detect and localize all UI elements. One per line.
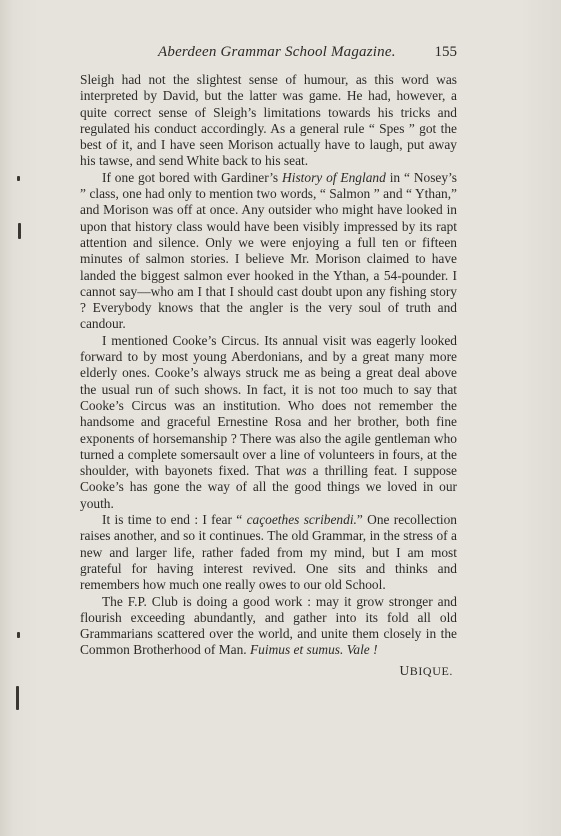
paragraph-list [80, 72, 457, 659]
margin-mark [18, 223, 21, 239]
italic-text: Fuimus et sumus. Vale ! [249, 642, 378, 658]
page-header [80, 44, 457, 66]
margin-mark [17, 176, 20, 181]
running-title: Aberdeen Grammar School Magazine. [158, 44, 396, 60]
italic-text: caçoethes scribendi. [246, 512, 357, 528]
article-body [80, 72, 457, 679]
text-run: in “ Nosey’s ” class, one had only to mention two words, “ Salmon ” and “ Ythan,” and Morison was off at once. Any outsider who might have looked in upon that history class would have been visibly impressed by its rapt attention and silence. Only we were enjoying a full ten or fifteen minutes of salmon stories. I believe Mr. Morison claimed to have landed the biggest salmon ever hooked in the Ythan, a 54-pounder. I cannot say—who am I that I should cast doubt upon any fishing story ? Everybody knows that the angler is the very soul of truth and candour. [80, 169, 457, 332]
paragraph [80, 512, 457, 593]
text-run: The F.P. Club is doing a good work : may it grow stronger and flourish exceeding abundantly, and gather into its fold all old Grammarians scattered over the world, and unite them closely in the Common Brotherhood of Man. [80, 593, 457, 658]
text-run: If one got bored with Gardiner’s [102, 169, 283, 185]
paragraph [80, 170, 457, 333]
margin-mark [16, 686, 19, 710]
text-run: I mentioned Cooke’s Circus. Its annual visit was eagerly looked forward to by most young Aberdonians, and by a great many more elderly ones. Cooke’s always struck me as being a great deal above the usual run of such shows. In fact, it is not too much to say that Cooke’s Circus was an institution. Who does not remember the handsome and graceful Ernestine Rosa and her brother, both fine exponents of horsemanship ? There was also the agile gentleman who turned a complete somersault over a line of volunteers in fours, at the shoulder, with bayonets fixed. That [80, 332, 457, 479]
signature-rest: BIQUE. [409, 663, 453, 678]
page-number: 155 [434, 44, 457, 60]
paragraph [80, 72, 457, 170]
margin-mark [17, 632, 20, 638]
text-run: ” One recollection raises another, and so it continues. The old Grammar, in the stress of a new and larger life, rather faded from my mind, but I am most grateful for having interest revived. One sits and thinks and remembers how much one really owes to our old School. [80, 512, 458, 593]
author-signature [80, 663, 457, 679]
text-run: a thrilling feat. I suppose Cooke’s has gone the way of all the good things we loved in our youth. [80, 463, 457, 511]
text-run: It is time to end : I fear “ [102, 512, 247, 528]
paragraph [80, 333, 457, 512]
paragraph [80, 594, 457, 659]
signature-initial: U [399, 662, 410, 678]
italic-text: was [285, 463, 307, 479]
text-run: Sleigh had not the slightest sense of humour, as this word was interpreted by David, but the latter was game. He had, however, a quite correct sense of Sleigh’s limitations towards his tricks and regulated his conduct accordingly. As a general rule “ Spes ” got the best of it, and I have seen Morison actually have to laugh, put away his tawse, and send White back to his seat. [80, 72, 457, 169]
italic-text: History of England [282, 169, 386, 185]
